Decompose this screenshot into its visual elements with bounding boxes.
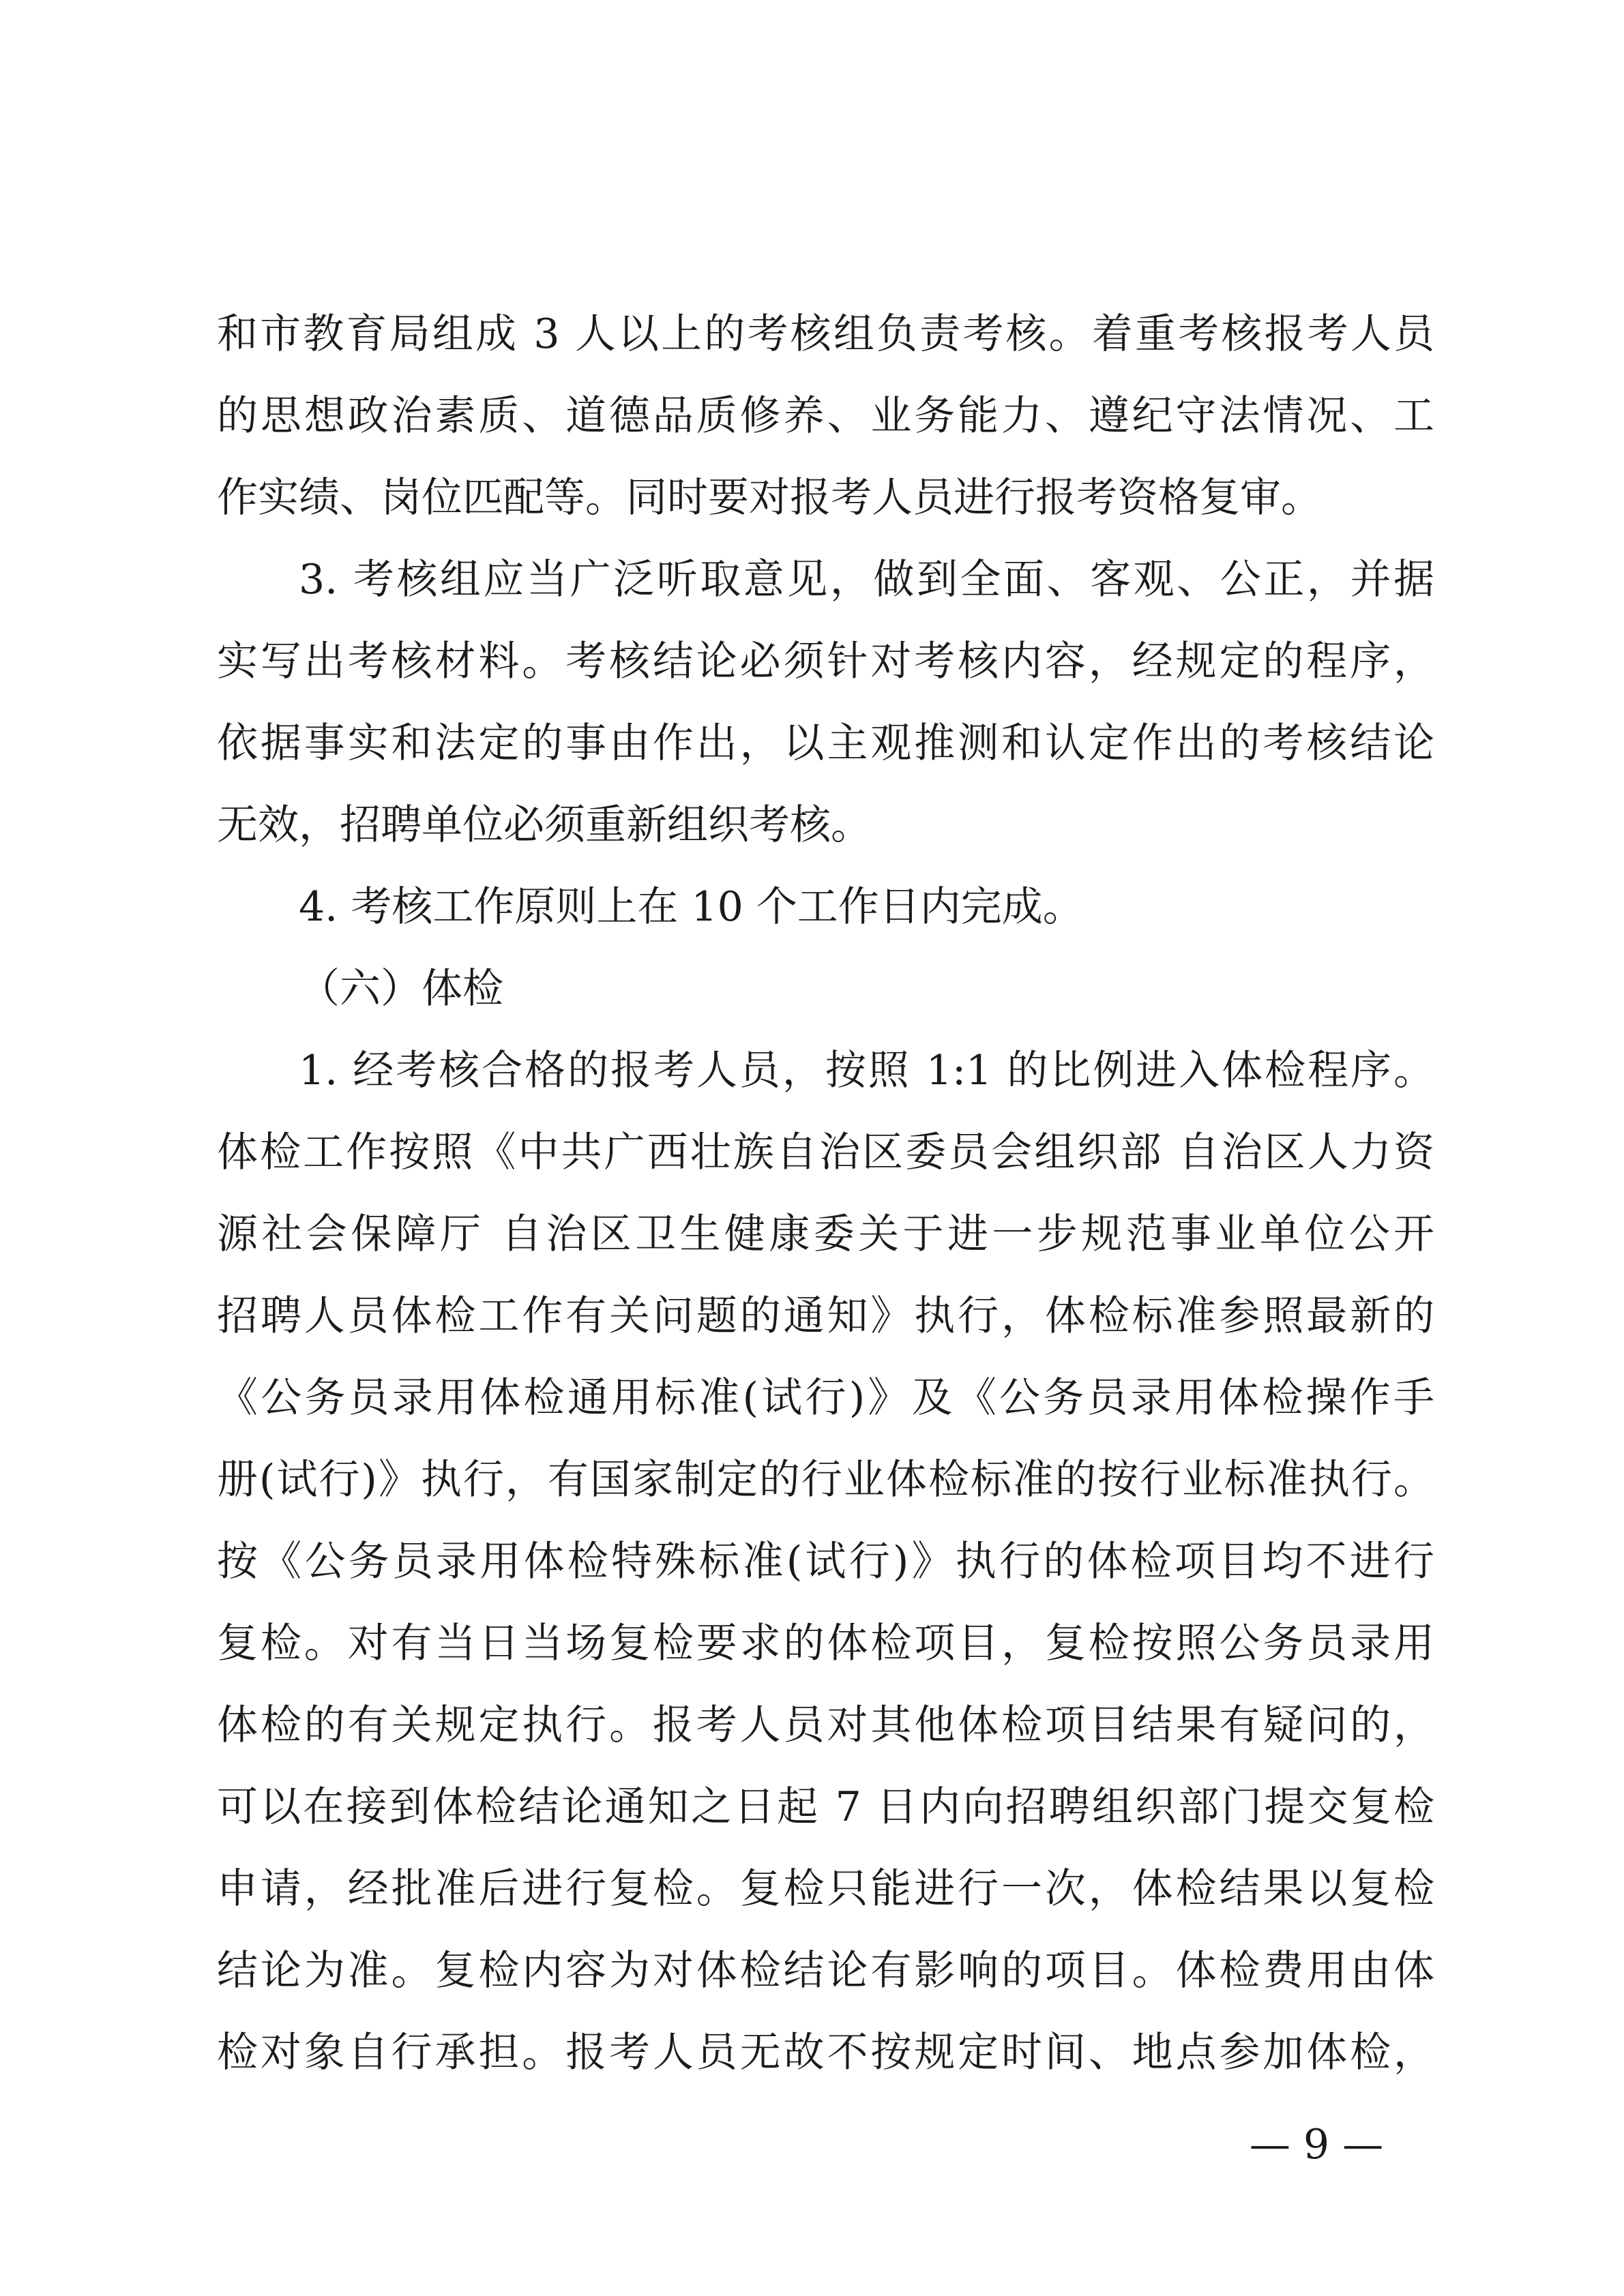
body-text-line: 3. 考核组应当广泛听取意见，做到全面、客观、公正，并据 [299, 556, 1434, 603]
body-text-line: 申请，经批准后进行复检。复检只能进行一次，体检结果以复检 [217, 1865, 1434, 1913]
body-text-line: 4. 考核工作原则上在 10 个工作日内完成。 [299, 883, 1084, 931]
body-text-line: 作实绩、岗位匹配等。同时要对报考人员进行报考资格复审。 [217, 474, 1322, 522]
page-number: — 9 — [1249, 2121, 1384, 2168]
body-text-line: 招聘人员体检工作有关问题的通知》执行，体检标准参照最新的 [217, 1292, 1434, 1340]
body-text-line: 《公务员录用体检通用标准(试行)》及《公务员录用体检操作手 [217, 1374, 1434, 1422]
body-text-line: 按《公务员录用体检特殊标准(试行)》执行的体检项目均不进行 [217, 1538, 1434, 1585]
body-text-line: 可以在接到体检结论通知之日起 7 日内向招聘组织部门提交复检 [217, 1783, 1434, 1831]
body-text-line: 体检的有关规定执行。报考人员对其他体检项目结果有疑问的， [217, 1701, 1434, 1749]
body-text-line: 源社会保障厅 自治区卫生健康委关于进一步规范事业单位公开 [217, 1210, 1434, 1258]
body-text-line: 的思想政治素质、道德品质修养、业务能力、遵纪守法情况、工 [217, 392, 1434, 440]
body-text-line: 1. 经考核合格的报考人员，按照 1:1 的比例进入体检程序。 [299, 1047, 1434, 1094]
body-text-line: 复检。对有当日当场复检要求的体检项目，复检按照公务员录用 [217, 1620, 1434, 1667]
section-heading: （六）体检 [299, 965, 503, 1013]
body-text-line: 检对象自行承担。报考人员无故不按规定时间、地点参加体检， [217, 2029, 1434, 2076]
body-text-line: 体检工作按照《中共广西壮族自治区委员会组织部 自治区人力资 [217, 1129, 1434, 1176]
body-text-line: 无效，招聘单位必须重新组织考核。 [217, 801, 872, 849]
body-text-line: 实写出考核材料。考核结论必须针对考核内容，经规定的程序， [217, 638, 1434, 685]
body-text-line: 和市教育局组成 3 人以上的考核组负责考核。着重考核报考人员 [217, 310, 1434, 358]
body-text-line: 册(试行)》执行，有国家制定的行业体检标准的按行业标准执行。 [217, 1456, 1434, 1504]
body-text-line: 依据事实和法定的事由作出，以主观推测和认定作出的考核结论 [217, 719, 1434, 767]
body-text-line: 结论为准。复检内容为对体检结论有影响的项目。体检费用由体 [217, 1947, 1434, 1995]
